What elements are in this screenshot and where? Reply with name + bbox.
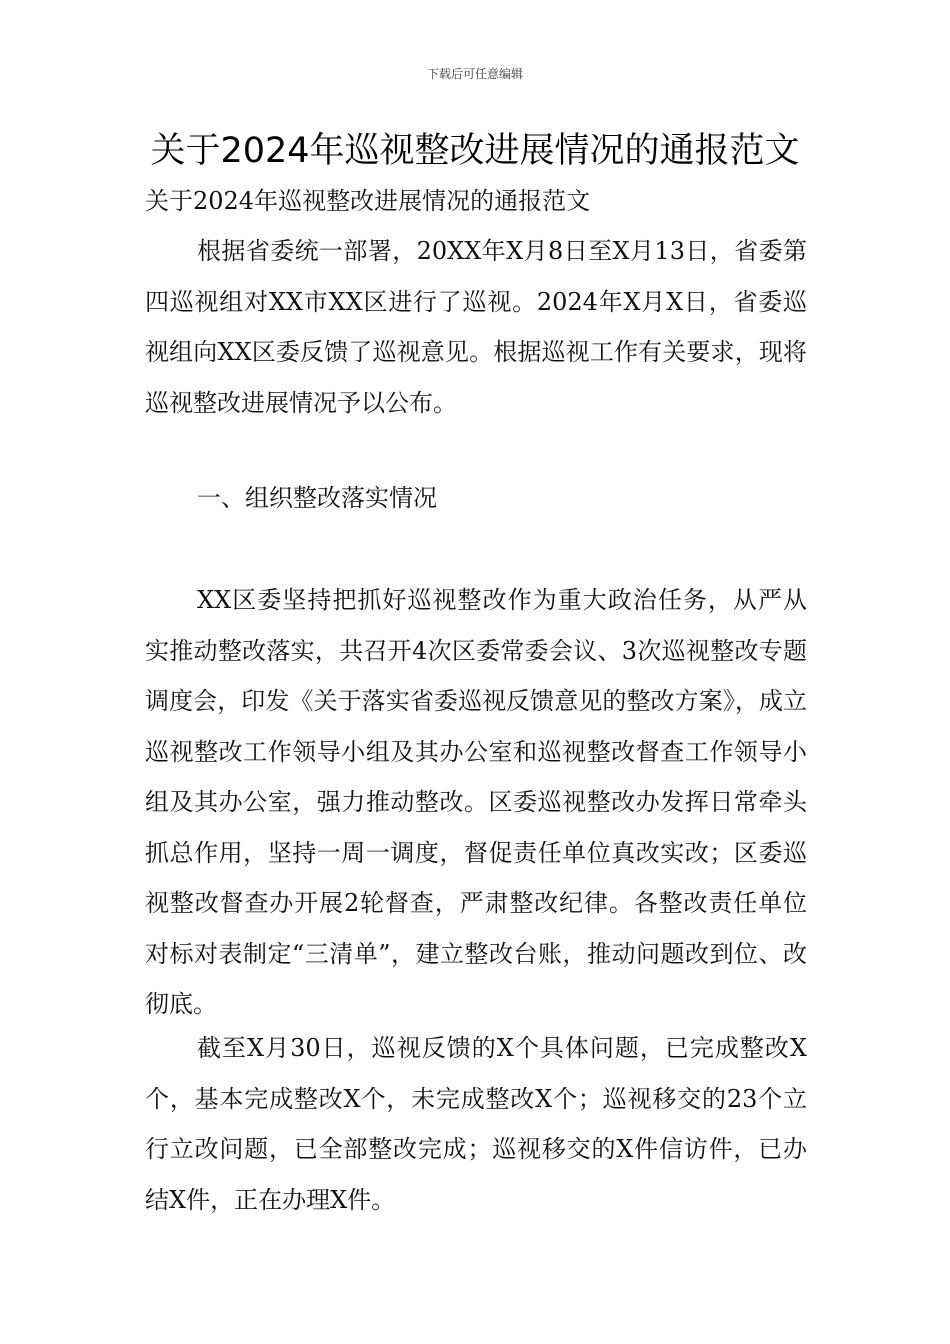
paragraph-progress: 截至X月30日，巡视反馈的X个具体问题，已完成整改X个，基本完成整改X个，未完成整改X个；巡视移交的23个立行立改问题，已全部整改完成；巡视移交的X件信访件，已办结X件，正在办理X件。 — [145, 1034, 807, 1214]
paragraph-organization: XX区委坚持把抓好巡视整改作为重大政治任务，从严从实推动整改落实，共召开4次区委常委会议、3次巡视整改专题调度会，印发《关于落实省委巡视反馈意见的整改方案》，成立巡视整改工作领导小组及其办公室和巡视整改督查工作领导小组及其办公室，强力推动整改。区委巡视整改办发挥日常牵头抓总作用，坚持一周一调度，督促责任单位真改实改；区委巡视整改督查办开展2轮督查，严肃整改纪律。各整改责任单位对标对表制定“三清单”，建立整改台账，推动问题改到位、改彻底。 — [145, 586, 807, 1018]
section-heading-1: 一、组织整改落实情况 — [197, 484, 437, 512]
document-subtitle: 关于2024年巡视整改进展情况的通报范文 — [145, 187, 591, 215]
header-note: 下载后可任意编辑 — [426, 67, 523, 81]
paragraph-intro: 根据省委统一部署，20XX年X月8日至X月13日，省委第四巡视组对XX市XX区进行了巡视。2024年X月X日，省委巡视组向XX区委反馈了巡视意见。根据巡视工作有关要求，现将巡视整改进展情况予以公布。 — [145, 237, 807, 417]
document-title: 关于2024年巡视整改进展情况的通报范文 — [150, 131, 800, 171]
